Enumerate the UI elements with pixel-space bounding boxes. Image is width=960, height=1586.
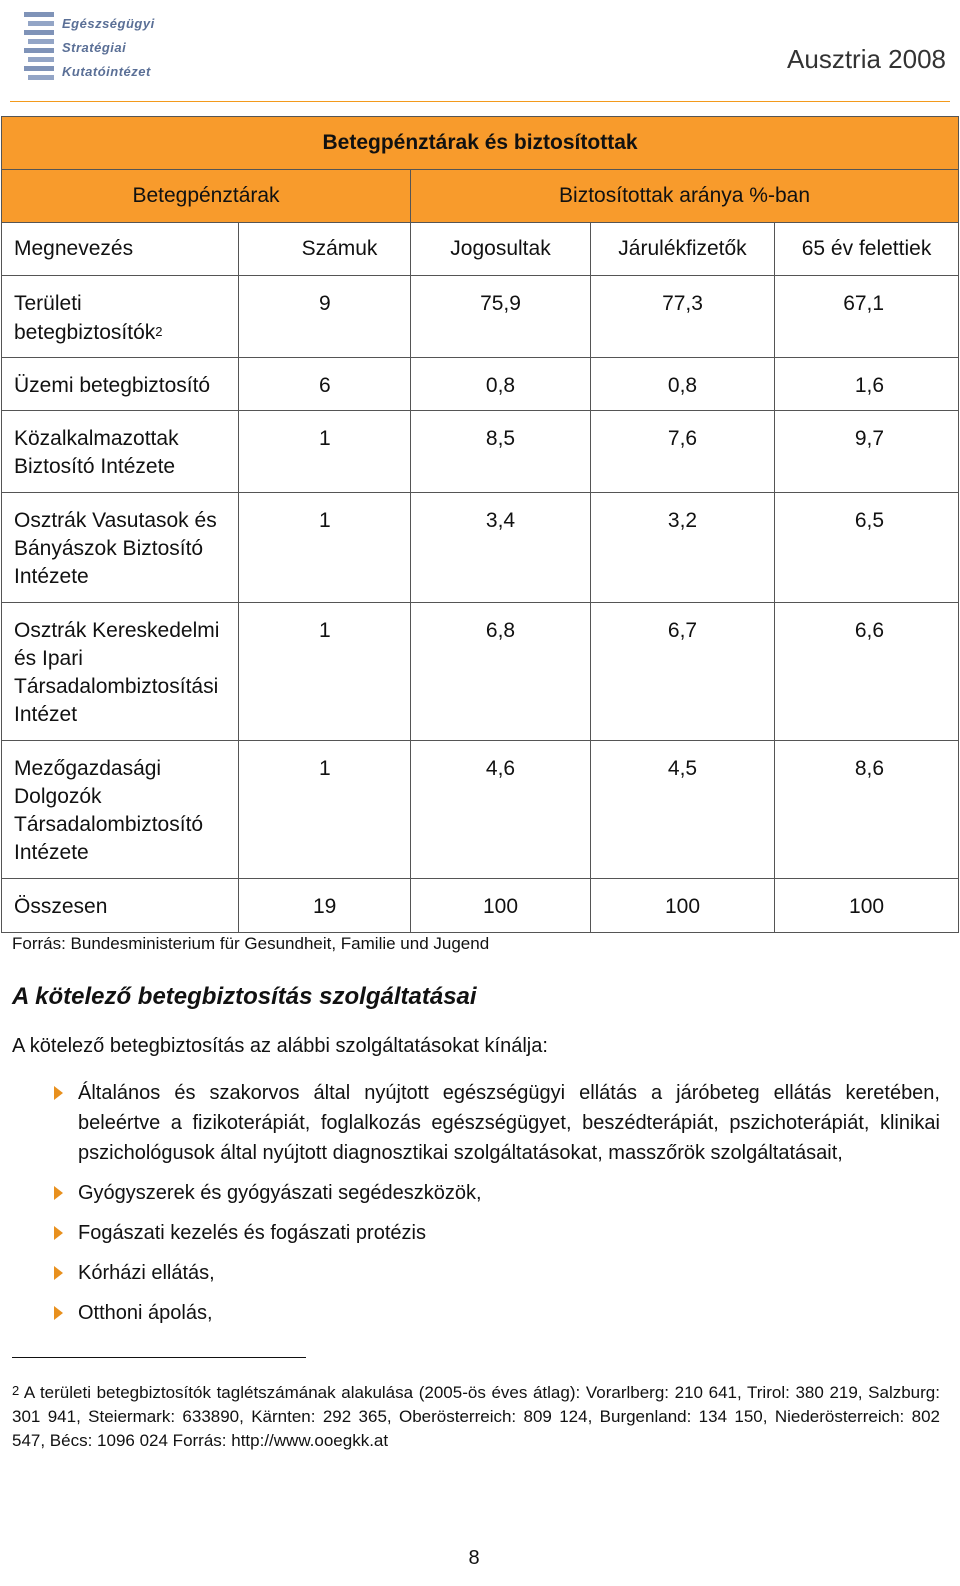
row-payers: 3,2 xyxy=(591,493,775,603)
triangle-right-icon xyxy=(54,1226,63,1240)
section-intro: A kötelező betegbiztosítás az alábbi szolgáltatásokat kínálja: xyxy=(12,1035,548,1057)
insurers-table xyxy=(1,116,959,933)
table-row xyxy=(2,411,959,493)
table-column-header-row xyxy=(2,223,959,276)
page-header xyxy=(0,0,960,106)
triangle-right-icon xyxy=(54,1086,63,1100)
list-item-text: Fogászati kezelés és fogászati protézis xyxy=(78,1222,426,1244)
footnote-ref: 2 xyxy=(155,324,163,339)
group-header-funds: Betegpénztárak xyxy=(2,170,411,223)
row-over65: 1,6 xyxy=(775,358,959,411)
row-over65: 6,6 xyxy=(775,603,959,741)
row-over65: 67,1 xyxy=(775,276,959,358)
row-entitled: 3,4 xyxy=(411,493,591,603)
row-name: Osztrák Kereskedelmi és Ipari Társadalombiztosítási Intézet xyxy=(2,603,239,741)
table-row xyxy=(2,493,959,603)
row-payers: 0,8 xyxy=(591,358,775,411)
page-number: 8 xyxy=(468,1547,480,1569)
row-count: 1 xyxy=(239,411,411,493)
group-header-insured-share: Biztosítottak aránya %-ban xyxy=(411,170,959,223)
row-over65: 9,7 xyxy=(775,411,959,493)
logo-line-2: Stratégiai xyxy=(62,40,127,55)
logo-line-1: Egészségügyi xyxy=(62,16,155,31)
row-over65: 6,5 xyxy=(775,493,959,603)
total-count: 19 xyxy=(239,879,411,933)
row-payers: 77,3 xyxy=(591,276,775,358)
row-entitled: 75,9 xyxy=(411,276,591,358)
table-title: Betegpénztárak és biztosítottak xyxy=(2,117,959,170)
list-item xyxy=(12,1298,940,1328)
row-entitled: 0,8 xyxy=(411,358,591,411)
table-row xyxy=(2,603,959,741)
institute-logo xyxy=(18,10,158,86)
column-header-over65: 65 év felettiek xyxy=(775,223,959,276)
list-item xyxy=(12,1258,940,1288)
document-title: Ausztria 2008 xyxy=(787,44,946,74)
list-item-text: Otthoni ápolás, xyxy=(78,1302,213,1324)
triangle-right-icon xyxy=(54,1306,63,1320)
section-heading: A kötelező betegbiztosítás szolgáltatásai xyxy=(12,983,477,1010)
footnote-divider xyxy=(12,1357,306,1358)
row-count: 9 xyxy=(239,276,411,358)
total-over65: 100 xyxy=(775,879,959,933)
services-list xyxy=(12,1078,940,1338)
table-source: Forrás: Bundesministerium für Gesundheit, Familie und Jugend xyxy=(12,934,490,953)
row-payers: 6,7 xyxy=(591,603,775,741)
row-payers: 4,5 xyxy=(591,741,775,879)
table-group-header-row xyxy=(2,170,959,223)
row-entitled: 4,6 xyxy=(411,741,591,879)
total-payers: 100 xyxy=(591,879,775,933)
column-header-payers: Járulékfizetők xyxy=(591,223,775,276)
row-name: Mezőgazdasági Dolgozók Társadalombiztosító Intézete xyxy=(2,741,239,879)
row-name-cell xyxy=(2,276,239,358)
logo-emblem-icon xyxy=(24,10,58,86)
column-header-count: Számuk xyxy=(239,223,411,276)
footnote-text: A területi betegbiztosítók taglétszámának alakulása (2005-ös éves átlag): Vorarlberg: 210 641, Trirol: 380 219, Salzburg: 301 941, Steiermark: 633890, Kärnten: 292 365, Oberösterreich: 809 124, Burgenland: 134 150, Niederösterreich: 802 547, Bécs: 1096 024 Forrás: http://www.ooegkk.at xyxy=(12,1383,940,1450)
footnote-marker: 2 xyxy=(12,1383,20,1398)
row-entitled: 8,5 xyxy=(411,411,591,493)
row-count: 1 xyxy=(239,741,411,879)
row-count: 1 xyxy=(239,493,411,603)
row-name: Üzemi betegbiztosító xyxy=(2,358,239,411)
header-divider xyxy=(10,101,950,102)
row-name: Közalkalmazottak Biztosító Intézete xyxy=(2,411,239,493)
row-count: 1 xyxy=(239,603,411,741)
logo-line-3: Kutatóintézet xyxy=(62,64,151,79)
column-header-entitled: Jogosultak xyxy=(411,223,591,276)
list-item xyxy=(12,1078,940,1168)
list-item xyxy=(12,1178,940,1208)
table-total-row xyxy=(2,879,959,933)
total-entitled: 100 xyxy=(411,879,591,933)
column-header-name: Megnevezés xyxy=(2,223,239,276)
row-count: 6 xyxy=(239,358,411,411)
row-name: Területi betegbiztosítók xyxy=(14,292,156,344)
list-item xyxy=(12,1218,940,1248)
table-row xyxy=(2,358,959,411)
triangle-right-icon xyxy=(54,1186,63,1200)
table-row xyxy=(2,741,959,879)
triangle-right-icon xyxy=(54,1266,63,1280)
total-label: Összesen xyxy=(2,879,239,933)
list-item-text: Általános és szakorvos által nyújtott egészségügyi ellátás a járóbeteg ellátás keretében, beleértve a fizikoterápiát, foglalkozás egészségügyet, beszédterápiát, pszichoterápiát, klinikai pszichológusok által nyújtott diagnosztikai szolgáltatásokat, masszőrök szolgáltatásait, xyxy=(78,1082,940,1164)
table-title-row xyxy=(2,117,959,170)
list-item-text: Gyógyszerek és gyógyászati segédeszközök, xyxy=(78,1182,482,1204)
row-entitled: 6,8 xyxy=(411,603,591,741)
row-payers: 7,6 xyxy=(591,411,775,493)
row-name: Osztrák Vasutasok és Bányászok Biztosító Intézete xyxy=(2,493,239,603)
list-item-text: Kórházi ellátás, xyxy=(78,1262,215,1284)
footnote xyxy=(12,1379,940,1453)
row-over65: 8,6 xyxy=(775,741,959,879)
table-row xyxy=(2,276,959,358)
